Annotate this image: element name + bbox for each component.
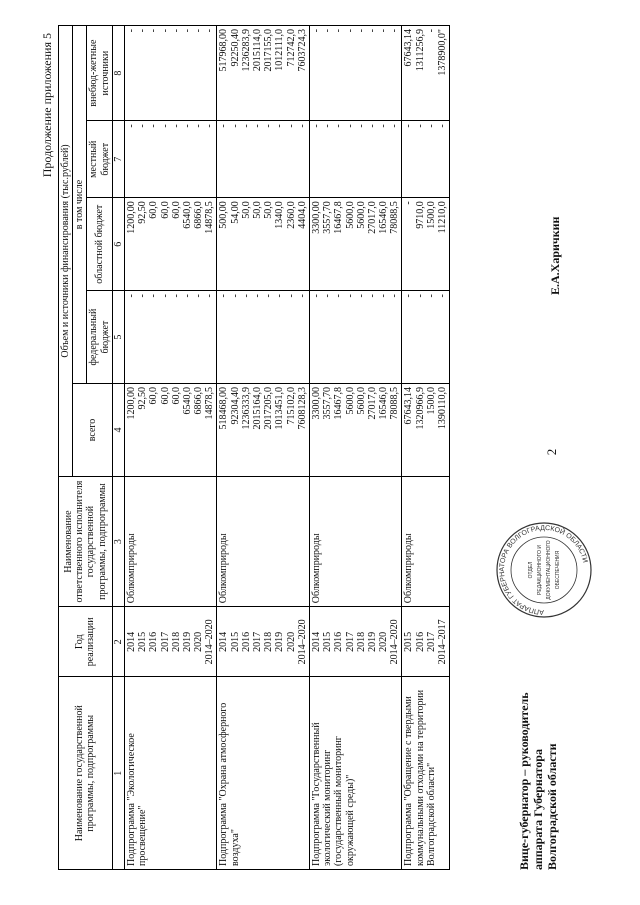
- total-value: 5600,0: [355, 387, 367, 415]
- regional-value: 16467,8: [333, 201, 345, 234]
- local-cell: [217, 121, 310, 198]
- local-value: -: [159, 124, 171, 128]
- page-number: 2: [544, 448, 559, 456]
- official-stamp: [494, 520, 594, 620]
- header-including: в том числе: [73, 26, 87, 384]
- federal-value: -: [170, 294, 182, 298]
- regional-value: 2360,0: [285, 201, 297, 229]
- total-value: 518468,00: [218, 387, 230, 430]
- local-value: -: [137, 124, 149, 128]
- local-value: -: [414, 124, 426, 128]
- regional-cell: [402, 198, 450, 291]
- header-federal: федеральный бюджет: [87, 291, 112, 384]
- regional-value: 54,00: [229, 201, 241, 224]
- local-value: -: [344, 124, 356, 128]
- local-value: -: [425, 124, 437, 128]
- regional-value: 92,50: [137, 201, 149, 224]
- extrabudget-value: -: [425, 29, 437, 33]
- extrabudget-value: 1378900,0": [437, 29, 448, 76]
- column-number: 3: [112, 476, 124, 606]
- regional-cell: [217, 198, 310, 291]
- header-funding-group: Объем и источники финансирования (тыс.рублей): [59, 26, 73, 477]
- local-cell: [124, 121, 217, 198]
- years-cell: [309, 607, 402, 677]
- regional-value: 11210,0: [437, 201, 448, 234]
- regional-cell: [309, 198, 402, 291]
- year-value: 2017: [425, 631, 437, 652]
- total-value: 1390110,0: [437, 387, 448, 430]
- regional-value: 27017,0: [366, 201, 378, 234]
- federal-value: -: [403, 294, 415, 298]
- total-cell: [309, 384, 402, 477]
- extrabudget-value: 2015114,0: [252, 29, 263, 72]
- program-name: Подпрограмма "Охрана атмосферного воздуха": [217, 677, 310, 870]
- total-value: 78088,5: [389, 387, 401, 420]
- extrabudget-cell: [309, 26, 402, 121]
- total-value: 1320966,9: [414, 387, 426, 430]
- federal-cell: [124, 291, 217, 384]
- column-number: 5: [112, 291, 124, 384]
- regional-value: 3300,00: [310, 201, 322, 234]
- local-value: -: [252, 124, 263, 128]
- regional-cell: [124, 198, 217, 291]
- regional-value: 16546,0: [378, 201, 390, 234]
- total-value: 27017,0: [366, 387, 378, 420]
- year-value: 2015: [137, 631, 149, 652]
- year-value: 2019: [366, 631, 378, 652]
- local-value: -: [437, 124, 448, 128]
- federal-cell: [309, 291, 402, 384]
- regional-value: 5600,0: [344, 201, 356, 229]
- stamp-outer-text: АППАРАТ ГУБЕРНАТОРА ВОЛГОГРАДСКОЙ ОБЛАСТИ: [498, 524, 589, 616]
- column-number: 2: [112, 607, 124, 677]
- signatory-title-line: Вице-губернатор – руководитель: [517, 692, 531, 870]
- total-value: 60,0: [159, 387, 171, 405]
- years-cell: [217, 607, 310, 677]
- federal-value: -: [296, 294, 308, 298]
- regional-value: 60,0: [159, 201, 171, 219]
- stamp-inner-text: ОТДЕЛ: [528, 561, 534, 579]
- responsible-executor: Облкомприроды: [402, 476, 450, 606]
- federal-value: -: [229, 294, 241, 298]
- continuation-title: Продолжение приложения 5: [40, 33, 54, 178]
- column-number: 6: [112, 198, 124, 291]
- extrabudget-value: -: [333, 29, 345, 33]
- federal-value: -: [344, 294, 356, 298]
- local-value: -: [403, 124, 415, 128]
- regional-value: 4404,0: [296, 201, 308, 229]
- total-value: 1236333,9: [240, 387, 252, 430]
- header-local: местный бюджет: [87, 121, 112, 198]
- total-value: 1200,00: [125, 387, 137, 420]
- federal-value: -: [366, 294, 378, 298]
- extrabudget-cell: [402, 26, 450, 121]
- year-value: 2015: [229, 631, 241, 652]
- signatory-title-line: аппарата Губернатора: [530, 749, 545, 870]
- extrabudget-value: -: [170, 29, 182, 33]
- signatory-name: Е.А.Харичкин: [548, 216, 562, 295]
- federal-value: -: [355, 294, 367, 298]
- local-value: -: [170, 124, 182, 128]
- year-value: 2014–2017: [437, 619, 448, 665]
- federal-value: -: [159, 294, 171, 298]
- extrabudget-value: -: [355, 29, 367, 33]
- year-value: 2017: [159, 631, 171, 652]
- year-value: 2014–2020: [204, 619, 216, 665]
- local-value: -: [333, 124, 345, 128]
- federal-cell: [402, 291, 450, 384]
- stamp-inner-text: ДОКУМЕНТАЦИОННОГО: [546, 540, 552, 600]
- year-value: 2019: [274, 631, 286, 652]
- extrabudget-value: 1236283,9: [240, 29, 252, 72]
- table-row: [124, 26, 217, 870]
- local-value: -: [148, 124, 160, 128]
- extrabudget-value: 517968,00: [218, 29, 230, 72]
- total-value: 14878,5: [204, 387, 216, 420]
- total-value: 1013451,0: [274, 387, 286, 430]
- year-value: 2014: [125, 631, 137, 652]
- local-value: -: [389, 124, 401, 128]
- signature-block: [498, 25, 589, 870]
- table-row: [309, 26, 402, 870]
- year-value: 2019: [181, 631, 193, 652]
- year-value: 2018: [263, 631, 275, 652]
- year-value: 2017: [344, 631, 356, 652]
- local-value: -: [240, 124, 252, 128]
- funding-table: [58, 25, 450, 870]
- extrabudget-value: -: [389, 29, 401, 33]
- program-name: Подпрограмма "Обращение с твердыми коммунальными отходами на территории Волгоградской области": [402, 677, 450, 870]
- local-value: -: [263, 124, 275, 128]
- regional-value: 5600,0: [355, 201, 367, 229]
- extrabudget-value: 1012111,0: [274, 29, 286, 71]
- total-value: 2015164,0: [252, 387, 263, 430]
- extrabudget-value: 1311256,9: [414, 29, 426, 72]
- local-value: -: [378, 124, 390, 128]
- year-value: 2014–2020: [296, 619, 308, 665]
- extrabudget-value: 92250,40: [229, 29, 241, 67]
- years-cell: [402, 607, 450, 677]
- total-value: 60,0: [170, 387, 182, 405]
- regional-value: 500,00: [218, 201, 230, 229]
- year-value: 2014: [310, 631, 322, 652]
- total-value: 6866,0: [193, 387, 205, 415]
- regional-value: 3557,70: [322, 201, 334, 234]
- extrabudget-value: -: [322, 29, 334, 33]
- year-value: 2016: [240, 631, 252, 652]
- extrabudget-cell: [124, 26, 217, 121]
- federal-value: -: [125, 294, 137, 298]
- column-number: 7: [112, 121, 124, 198]
- stamp-inner-text: ОБЕСПЕЧЕНИЯ: [555, 550, 561, 590]
- total-value: 1500,0: [425, 387, 437, 415]
- local-cell: [402, 121, 450, 198]
- extrabudget-value: -: [310, 29, 322, 33]
- total-cell: [217, 384, 310, 477]
- extrabudget-value: -: [137, 29, 149, 33]
- year-value: 2020: [193, 631, 205, 652]
- signatory-title-line: Волгоградской области: [544, 743, 559, 870]
- extrabudget-value: 2017155,0: [263, 29, 275, 72]
- year-value: 2016: [333, 631, 345, 652]
- local-value: -: [193, 124, 205, 128]
- total-cell: [402, 384, 450, 477]
- federal-value: -: [437, 294, 448, 298]
- extrabudget-value: -: [344, 29, 356, 33]
- total-value: 92,50: [137, 387, 149, 410]
- header-year: Год реализации: [59, 607, 113, 677]
- total-cell: [124, 384, 217, 477]
- total-value: 16467,8: [333, 387, 345, 420]
- year-value: 2014–2020: [389, 619, 401, 665]
- regional-value: 9710,0: [414, 201, 426, 229]
- federal-value: -: [310, 294, 322, 298]
- column-number: 8: [112, 26, 124, 121]
- regional-value: 50,0: [263, 201, 275, 219]
- year-value: 2016: [148, 631, 160, 652]
- local-value: -: [229, 124, 241, 128]
- extrabudget-value: -: [148, 29, 160, 33]
- federal-value: -: [181, 294, 193, 298]
- year-value: 2020: [378, 631, 390, 652]
- local-value: -: [355, 124, 367, 128]
- funding-table-wrapper: [58, 25, 450, 870]
- total-value: 3300,00: [310, 387, 322, 420]
- federal-value: -: [137, 294, 149, 298]
- federal-value: -: [218, 294, 230, 298]
- program-name: Подпрограмма "Экологическое просвещение": [124, 677, 217, 870]
- local-value: -: [366, 124, 378, 128]
- federal-value: -: [333, 294, 345, 298]
- federal-value: -: [274, 294, 286, 298]
- local-value: -: [285, 124, 297, 128]
- year-value: 2018: [355, 631, 367, 652]
- total-value: 715102,0: [285, 387, 297, 425]
- total-value: 6540,0: [181, 387, 193, 415]
- local-value: -: [274, 124, 286, 128]
- extrabudget-value: -: [193, 29, 205, 33]
- federal-value: -: [389, 294, 401, 298]
- federal-value: -: [263, 294, 275, 298]
- year-value: 2015: [403, 631, 415, 652]
- responsible-executor: Облкомприроды: [309, 476, 402, 606]
- regional-value: 50,0: [252, 201, 263, 219]
- header-program-name: Наименование государственной программы, подпрограммы: [59, 677, 113, 870]
- regional-value: 78088,5: [389, 201, 401, 234]
- federal-value: -: [240, 294, 252, 298]
- regional-value: 1200,00: [125, 201, 137, 234]
- extrabudget-value: -: [204, 29, 216, 33]
- stamp-inner-text: РЕДАКЦИОННОГО И: [537, 545, 543, 595]
- year-value: 2020: [285, 631, 297, 652]
- local-value: -: [125, 124, 137, 128]
- federal-value: -: [378, 294, 390, 298]
- total-value: 67643,14: [403, 387, 415, 425]
- header-extrabudget: внебюд-жетные источники: [87, 26, 112, 121]
- local-value: -: [181, 124, 193, 128]
- table-row: [402, 26, 450, 870]
- column-number: 4: [112, 384, 124, 477]
- federal-value: -: [414, 294, 426, 298]
- header-regional: областной бюджет: [87, 198, 112, 291]
- total-value: 16546,0: [378, 387, 390, 420]
- program-name: Подпрограмма "Государственный экологический мониторинг (государственный мониторинг окружающей среды)": [309, 677, 402, 870]
- regional-value: 1340,0: [274, 201, 286, 229]
- extrabudget-value: -: [366, 29, 378, 33]
- local-value: -: [204, 124, 216, 128]
- extrabudget-value: 712742,0: [285, 29, 297, 67]
- local-value: -: [310, 124, 322, 128]
- extrabudget-value: 67643,14: [403, 29, 415, 67]
- local-cell: [309, 121, 402, 198]
- regional-value: 1500,0: [425, 201, 437, 229]
- years-cell: [124, 607, 217, 677]
- extrabudget-value: -: [378, 29, 390, 33]
- year-value: 2018: [170, 631, 182, 652]
- regional-value: 6540,0: [181, 201, 193, 229]
- federal-value: -: [193, 294, 205, 298]
- year-value: 2015: [322, 631, 334, 652]
- total-value: 92304,40: [229, 387, 241, 425]
- signatory-title: [518, 692, 559, 870]
- year-value: 2016: [414, 631, 426, 652]
- federal-cell: [217, 291, 310, 384]
- federal-value: -: [425, 294, 437, 298]
- column-number: 1: [112, 677, 124, 870]
- total-value: 2017205,0: [263, 387, 275, 430]
- total-value: 60,0: [148, 387, 160, 405]
- regional-value: 50,0: [240, 201, 252, 219]
- responsible-executor: Облкомприроды: [217, 476, 310, 606]
- svg-text:АППАРАТ ГУБЕРНАТОРА ВОЛГОГРАДС: [499, 525, 588, 615]
- extrabudget-value: -: [125, 29, 137, 33]
- regional-value: 14878,5: [204, 201, 216, 234]
- total-value: 3557,70: [322, 387, 334, 420]
- extrabudget-value: -: [159, 29, 171, 33]
- header-total: всего: [73, 384, 113, 477]
- federal-value: -: [285, 294, 297, 298]
- header-responsible: Наименование ответственного исполнителя государственной программы, подпрограммы: [59, 476, 113, 606]
- local-value: -: [296, 124, 308, 128]
- regional-value: 60,0: [170, 201, 182, 219]
- year-value: 2017: [252, 631, 263, 652]
- total-value: 5600,0: [344, 387, 356, 415]
- federal-value: -: [252, 294, 263, 298]
- local-value: -: [322, 124, 334, 128]
- regional-value: -: [403, 201, 415, 205]
- federal-value: -: [204, 294, 216, 298]
- regional-value: 60,0: [148, 201, 160, 219]
- federal-value: -: [322, 294, 334, 298]
- table-row: [217, 26, 310, 870]
- rotated-page: [40, 25, 600, 870]
- local-value: -: [218, 124, 230, 128]
- extrabudget-value: 7603724,3: [296, 29, 308, 72]
- extrabudget-cell: [217, 26, 310, 121]
- total-value: 7608128,3: [296, 387, 308, 430]
- extrabudget-value: -: [181, 29, 193, 33]
- year-value: 2014: [218, 631, 230, 652]
- responsible-executor: Облкомприроды: [124, 476, 217, 606]
- regional-value: 6866,0: [193, 201, 205, 229]
- federal-value: -: [148, 294, 160, 298]
